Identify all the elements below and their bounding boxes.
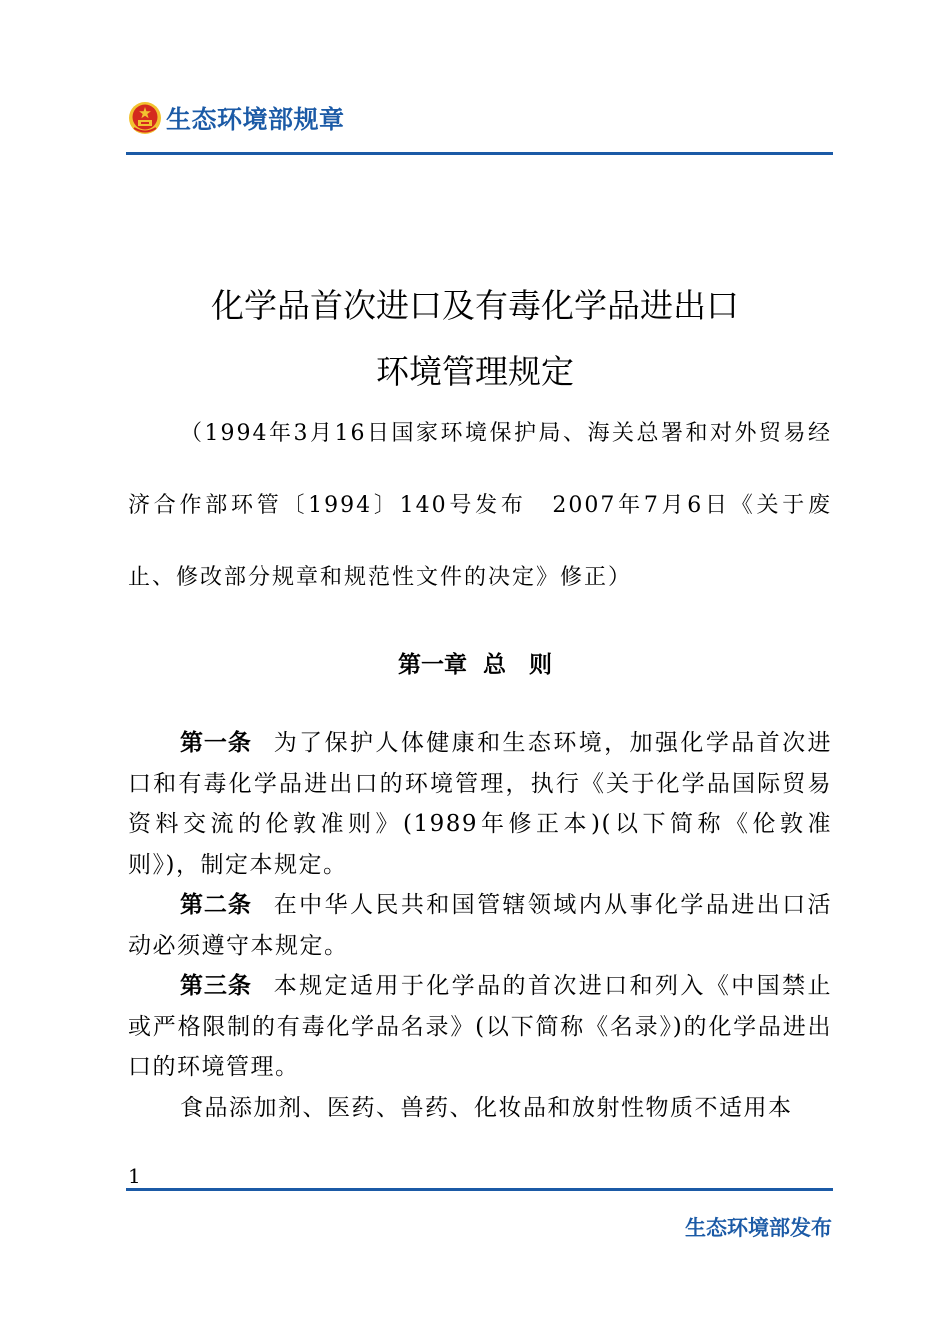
article-label: 第二条	[180, 892, 252, 918]
article-text: 在中华人民共和国管辖领域内从事化学品进出口活动必须遵守本规定。	[128, 892, 832, 959]
article-1	[128, 723, 832, 885]
article-text: 为了保护人体健康和生态环境，加强化学品首次进口和有毒化学品进出口的环境管理，执行《关于化学品国际贸易资料交流的伦敦准则》(1989年修正本)(以下简称《伦敦准则》)，制定本规定。	[128, 730, 832, 878]
header-title: 生态环境部规章	[166, 105, 345, 134]
article-label: 第一条	[180, 730, 252, 756]
footer-divider	[126, 1188, 833, 1191]
article-label: 第三条	[180, 973, 252, 999]
article-2	[128, 885, 832, 966]
issuance-note: （1994年3月16日国家环境保护局、海关总署和对外贸易经济合作部环管〔1994〕140号发布 2007年7月6日《关于废止、修改部分规章和规范性文件的决定》修正）	[128, 421, 832, 590]
national-emblem-icon	[128, 101, 162, 135]
document-title-line1: 化学品首次进口及有毒化学品进出口	[211, 286, 739, 325]
document-body	[128, 723, 832, 1128]
article-3-paragraph-2: 食品添加剂、医药、兽药、化妆品和放射性物质不适用本	[180, 1094, 793, 1121]
page-header	[128, 98, 345, 138]
footer-publisher: 生态环境部发布	[685, 1216, 832, 1240]
chapter-heading: 第一章 总 则	[397, 652, 552, 678]
header-divider	[126, 152, 833, 155]
page-number: 1	[128, 1164, 141, 1188]
article-3	[128, 966, 832, 1088]
article-text: 本规定适用于化学品的首次进口和列入《中国禁止或严格限制的有毒化学品名录》(以下简称《名录》)的化学品进出口的环境管理。	[128, 973, 832, 1080]
document-title-line2: 环境管理规定	[376, 352, 574, 391]
